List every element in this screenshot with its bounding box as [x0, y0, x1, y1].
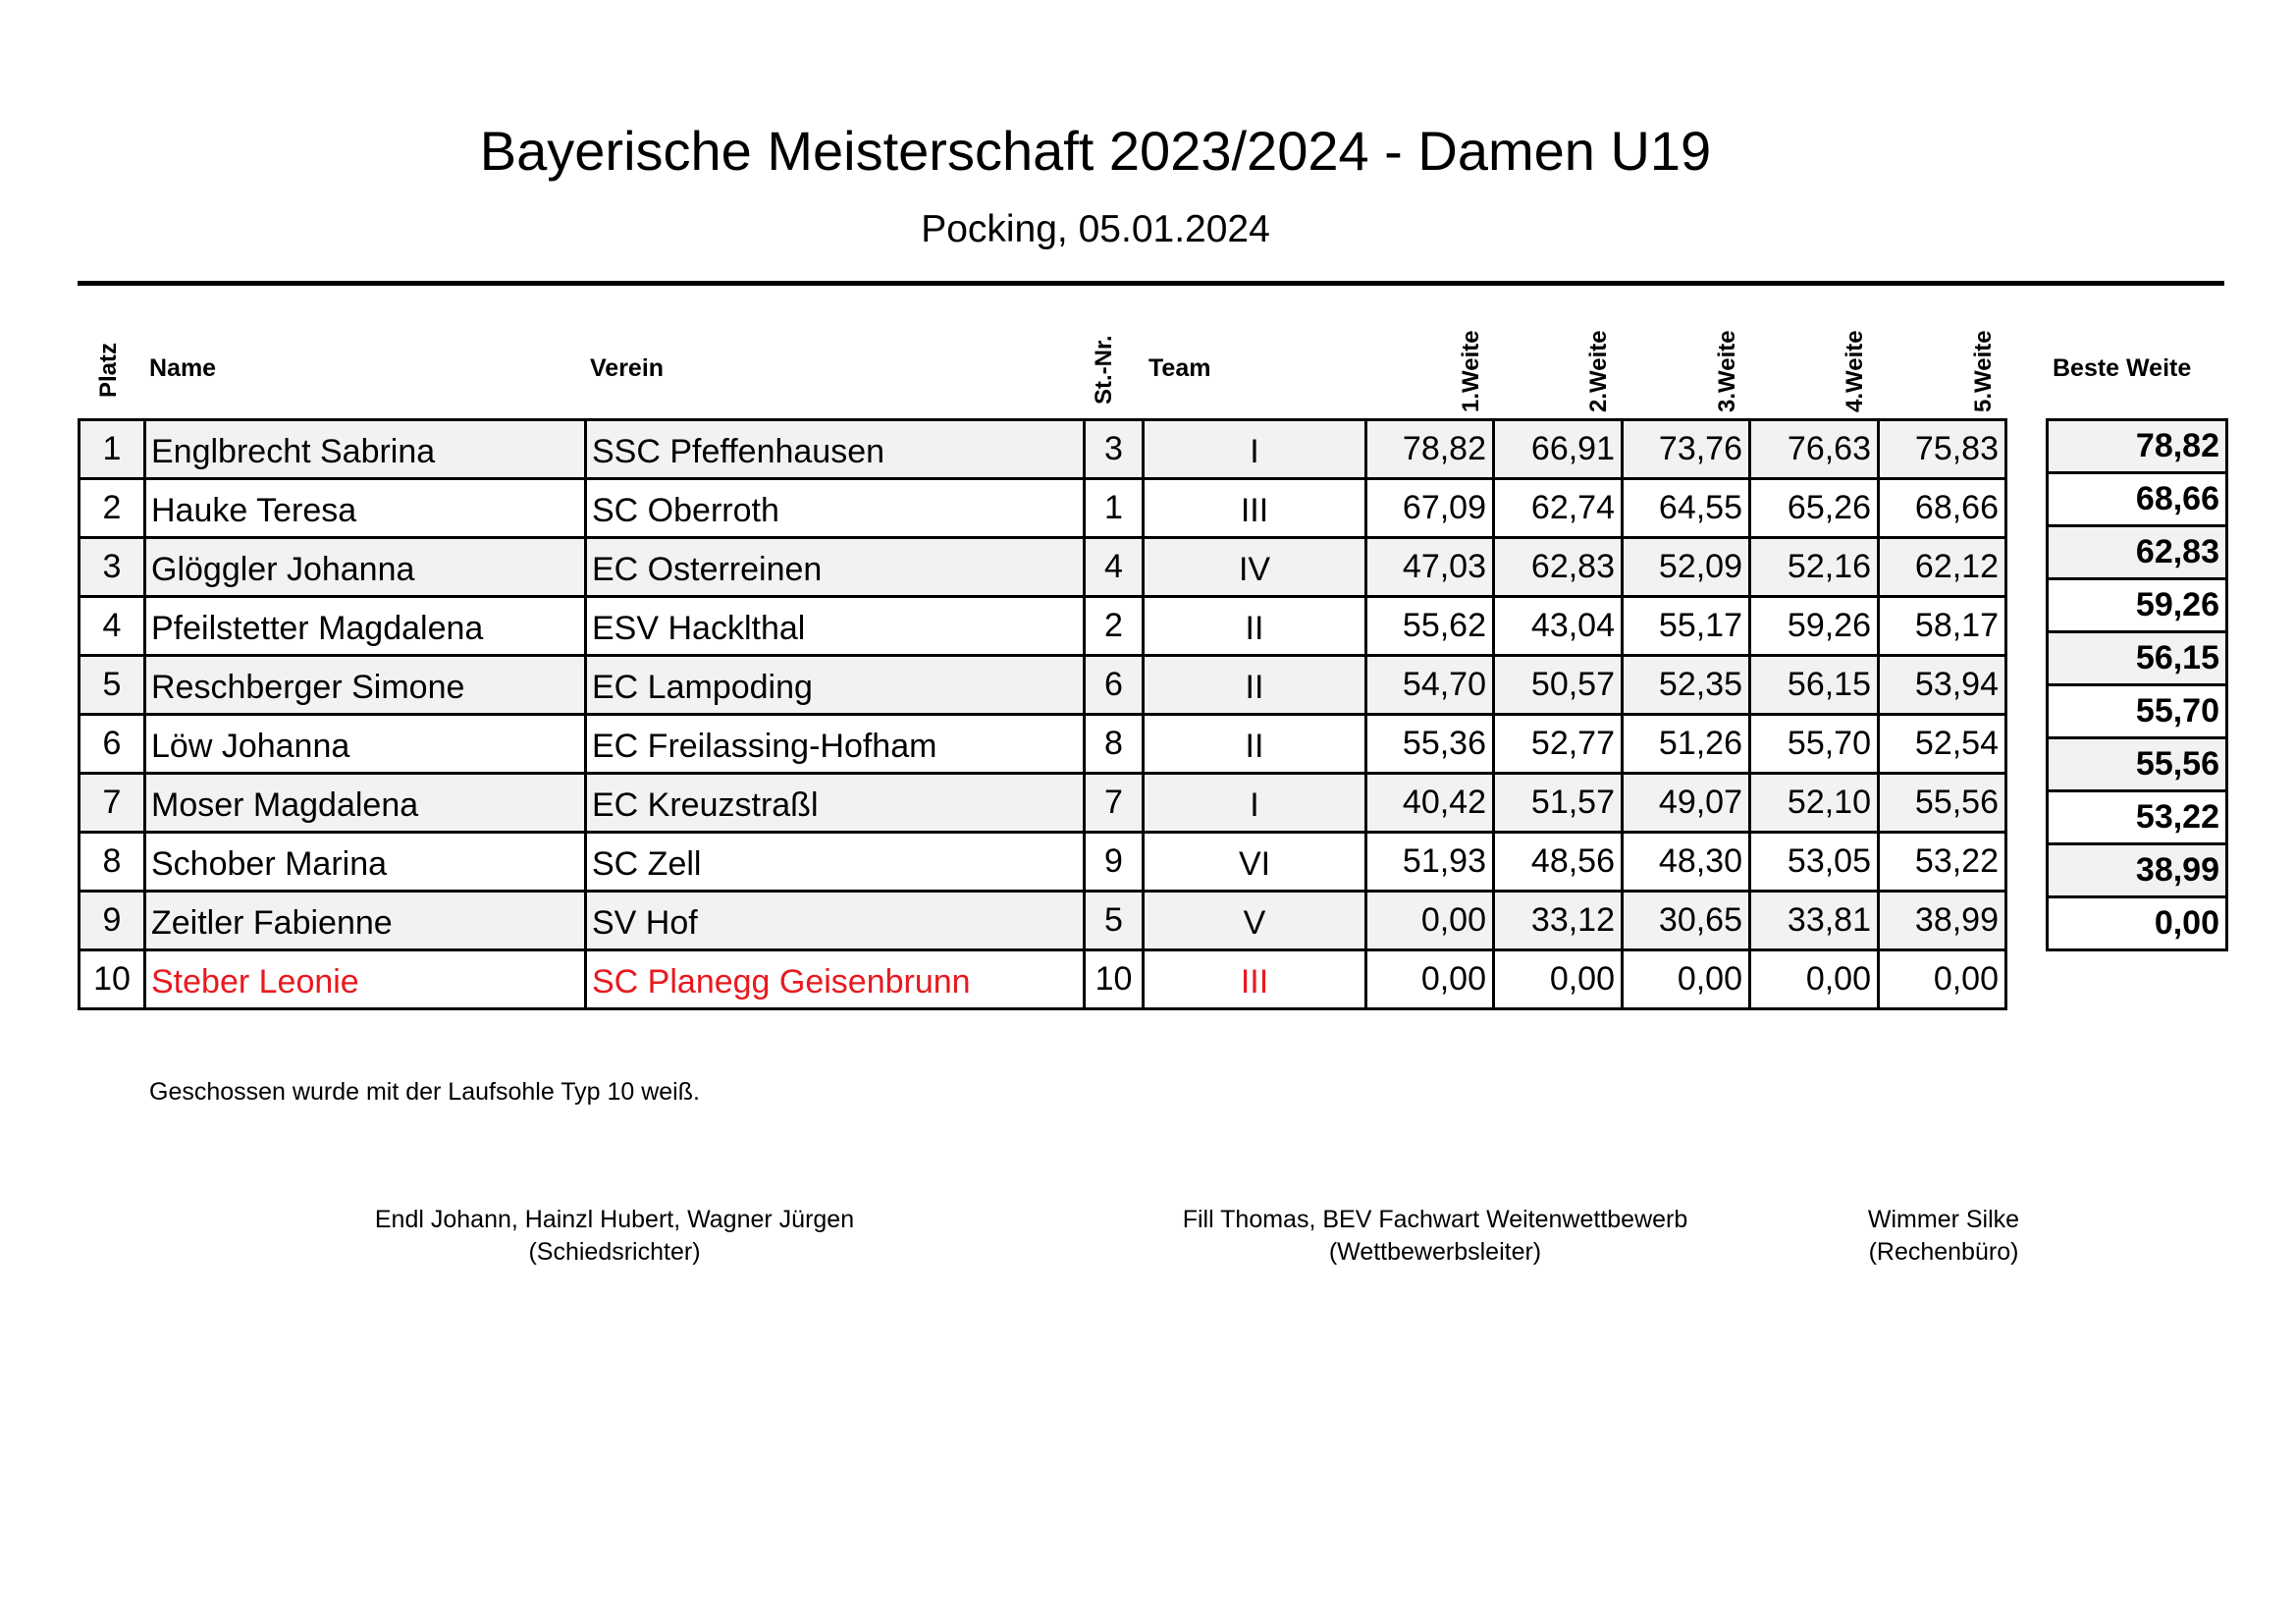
best-row: [2048, 420, 2227, 473]
cell-best-distance: 0,00: [2048, 897, 2227, 950]
cell-weite-2: 0,00: [1494, 950, 1623, 1009]
best-row: [2048, 685, 2227, 738]
cell-team: II: [1144, 656, 1366, 715]
cell-start-number: 8: [1085, 715, 1144, 774]
cell-start-number: 7: [1085, 774, 1144, 833]
signature-role: (Rechenbüro): [1868, 1238, 2019, 1266]
cell-verein: EC Kreuzstraßl: [586, 774, 1085, 833]
col-header-stnr: St.-Nr.: [1091, 335, 1117, 405]
cell-best-distance: 62,83: [2048, 526, 2227, 579]
col-header-w5: 5.Weite: [1970, 330, 1997, 412]
cell-verein: SV Hof: [586, 892, 1085, 950]
cell-weite-1: 0,00: [1366, 892, 1494, 950]
cell-weite-5: 68,66: [1879, 479, 2006, 538]
best-row: [2048, 738, 2227, 791]
cell-best-distance: 38,99: [2048, 844, 2227, 897]
table-row: [80, 892, 2006, 950]
cell-verein: EC Osterreinen: [586, 538, 1085, 597]
cell-weite-2: 51,57: [1494, 774, 1623, 833]
cell-platz: 5: [80, 656, 145, 715]
table-row: [80, 774, 2006, 833]
cell-team: V: [1144, 892, 1366, 950]
cell-weite-5: 53,94: [1879, 656, 2006, 715]
cell-weite-4: 76,63: [1750, 420, 1879, 479]
col-header-w2: 2.Weite: [1585, 330, 1612, 412]
cell-weite-1: 0,00: [1366, 950, 1494, 1009]
cell-platz: 9: [80, 892, 145, 950]
cell-verein: EC Freilassing-Hofham: [586, 715, 1085, 774]
table-row: [80, 479, 2006, 538]
cell-weite-1: 51,93: [1366, 833, 1494, 892]
cell-team: II: [1144, 597, 1366, 656]
best-row: [2048, 579, 2227, 632]
cell-weite-3: 0,00: [1623, 950, 1750, 1009]
cell-weite-4: 0,00: [1750, 950, 1879, 1009]
cell-weite-2: 52,77: [1494, 715, 1623, 774]
cell-start-number: 4: [1085, 538, 1144, 597]
table-row: [80, 950, 2006, 1009]
cell-team: I: [1144, 420, 1366, 479]
cell-weite-1: 78,82: [1366, 420, 1494, 479]
best-row: [2048, 791, 2227, 844]
cell-start-number: 2: [1085, 597, 1144, 656]
cell-weite-4: 65,26: [1750, 479, 1879, 538]
cell-platz: 7: [80, 774, 145, 833]
cell-name: Moser Magdalena: [145, 774, 586, 833]
cell-best-distance: 55,56: [2048, 738, 2227, 791]
col-header-name: Name: [149, 354, 217, 382]
cell-weite-1: 55,62: [1366, 597, 1494, 656]
cell-verein: SC Oberroth: [586, 479, 1085, 538]
cell-weite-3: 64,55: [1623, 479, 1750, 538]
cell-weite-3: 30,65: [1623, 892, 1750, 950]
cell-weite-5: 55,56: [1879, 774, 2006, 833]
cell-platz: 8: [80, 833, 145, 892]
cell-weite-4: 59,26: [1750, 597, 1879, 656]
cell-weite-2: 50,57: [1494, 656, 1623, 715]
cell-start-number: 5: [1085, 892, 1144, 950]
cell-weite-4: 55,70: [1750, 715, 1879, 774]
cell-weite-3: 49,07: [1623, 774, 1750, 833]
cell-best-distance: 68,66: [2048, 473, 2227, 526]
cell-name: Hauke Teresa: [145, 479, 586, 538]
signature-names: Endl Johann, Hainzl Hubert, Wagner Jürgen: [374, 1206, 855, 1233]
cell-weite-5: 38,99: [1879, 892, 2006, 950]
cell-weite-4: 33,81: [1750, 892, 1879, 950]
cell-weite-4: 52,10: [1750, 774, 1879, 833]
table-row: [80, 538, 2006, 597]
signature-competition-leader: [1135, 1204, 1735, 1269]
col-header-w4: 4.Weite: [1842, 330, 1868, 412]
cell-platz: 2: [80, 479, 145, 538]
cell-weite-5: 58,17: [1879, 597, 2006, 656]
cell-weite-1: 47,03: [1366, 538, 1494, 597]
cell-weite-1: 40,42: [1366, 774, 1494, 833]
cell-name: Glöggler Johanna: [145, 538, 586, 597]
cell-weite-1: 55,36: [1366, 715, 1494, 774]
signature-role: (Schiedsrichter): [528, 1238, 701, 1266]
cell-team: II: [1144, 715, 1366, 774]
cell-weite-3: 51,26: [1623, 715, 1750, 774]
signature-computing-office: [1796, 1204, 2091, 1269]
cell-platz: 6: [80, 715, 145, 774]
cell-verein: SC Zell: [586, 833, 1085, 892]
cell-weite-1: 67,09: [1366, 479, 1494, 538]
cell-weite-5: 53,22: [1879, 833, 2006, 892]
col-header-platz: Platz: [95, 342, 122, 398]
cell-weite-5: 52,54: [1879, 715, 2006, 774]
cell-platz: 3: [80, 538, 145, 597]
cell-best-distance: 78,82: [2048, 420, 2227, 473]
cell-best-distance: 53,22: [2048, 791, 2227, 844]
col-header-w1: 1.Weite: [1458, 330, 1484, 412]
cell-team: I: [1144, 774, 1366, 833]
cell-weite-4: 53,05: [1750, 833, 1879, 892]
cell-platz: 10: [80, 950, 145, 1009]
signature-names: Wimmer Silke: [1867, 1206, 2020, 1233]
cell-team: IV: [1144, 538, 1366, 597]
cell-name: Schober Marina: [145, 833, 586, 892]
page-subtitle: Pocking, 05.01.2024: [921, 208, 1270, 250]
signature-names: Fill Thomas, BEV Fachwart Weitenwettbewerb: [1182, 1206, 1688, 1233]
cell-weite-2: 48,56: [1494, 833, 1623, 892]
cell-weite-2: 66,91: [1494, 420, 1623, 479]
cell-weite-3: 48,30: [1623, 833, 1750, 892]
cell-team: III: [1144, 479, 1366, 538]
cell-weite-5: 62,12: [1879, 538, 2006, 597]
best-row: [2048, 897, 2227, 950]
cell-weite-3: 52,09: [1623, 538, 1750, 597]
cell-weite-4: 56,15: [1750, 656, 1879, 715]
cell-name: Löw Johanna: [145, 715, 586, 774]
cell-weite-4: 52,16: [1750, 538, 1879, 597]
col-header-verein: Verein: [590, 354, 665, 382]
page-title: Bayerische Meisterschaft 2023/2024 - Damen U19: [479, 120, 1712, 182]
cell-start-number: 6: [1085, 656, 1144, 715]
cell-team: III: [1144, 950, 1366, 1009]
col-header-best: Beste Weite: [2053, 354, 2192, 382]
cell-verein: SSC Pfeffenhausen: [586, 420, 1085, 479]
table-row: [80, 420, 2006, 479]
cell-weite-3: 52,35: [1623, 656, 1750, 715]
cell-verein: ESV Hacklthal: [586, 597, 1085, 656]
table-row: [80, 656, 2006, 715]
col-header-team: Team: [1148, 354, 1211, 382]
results-table: [78, 418, 2007, 1010]
cell-name: Zeitler Fabienne: [145, 892, 586, 950]
cell-best-distance: 56,15: [2048, 632, 2227, 685]
cell-weite-2: 33,12: [1494, 892, 1623, 950]
best-row: [2048, 473, 2227, 526]
cell-platz: 1: [80, 420, 145, 479]
cell-weite-3: 55,17: [1623, 597, 1750, 656]
col-header-w3: 3.Weite: [1714, 330, 1740, 412]
cell-name: Pfeilstetter Magdalena: [145, 597, 586, 656]
table-row: [80, 715, 2006, 774]
cell-best-distance: 55,70: [2048, 685, 2227, 738]
best-row: [2048, 526, 2227, 579]
cell-team: VI: [1144, 833, 1366, 892]
cell-start-number: 9: [1085, 833, 1144, 892]
cell-weite-2: 43,04: [1494, 597, 1623, 656]
signature-judges: [320, 1204, 909, 1269]
best-row: [2048, 844, 2227, 897]
cell-platz: 4: [80, 597, 145, 656]
cell-start-number: 1: [1085, 479, 1144, 538]
best-distance-table: [2046, 418, 2228, 951]
footnote: Geschossen wurde mit der Laufsohle Typ 10 weiß.: [149, 1078, 700, 1106]
cell-start-number: 3: [1085, 420, 1144, 479]
cell-start-number: 10: [1085, 950, 1144, 1009]
cell-weite-3: 73,76: [1623, 420, 1750, 479]
header-divider: [78, 281, 2224, 286]
cell-weite-2: 62,83: [1494, 538, 1623, 597]
cell-weite-2: 62,74: [1494, 479, 1623, 538]
cell-name: Englbrecht Sabrina: [145, 420, 586, 479]
cell-name: Reschberger Simone: [145, 656, 586, 715]
cell-name: Steber Leonie: [145, 950, 586, 1009]
cell-best-distance: 59,26: [2048, 579, 2227, 632]
cell-verein: EC Lampoding: [586, 656, 1085, 715]
best-row: [2048, 632, 2227, 685]
cell-verein: SC Planegg Geisenbrunn: [586, 950, 1085, 1009]
cell-weite-5: 75,83: [1879, 420, 2006, 479]
table-row: [80, 833, 2006, 892]
cell-weite-1: 54,70: [1366, 656, 1494, 715]
table-row: [80, 597, 2006, 656]
cell-weite-5: 0,00: [1879, 950, 2006, 1009]
signature-role: (Wettbewerbsleiter): [1328, 1238, 1542, 1266]
